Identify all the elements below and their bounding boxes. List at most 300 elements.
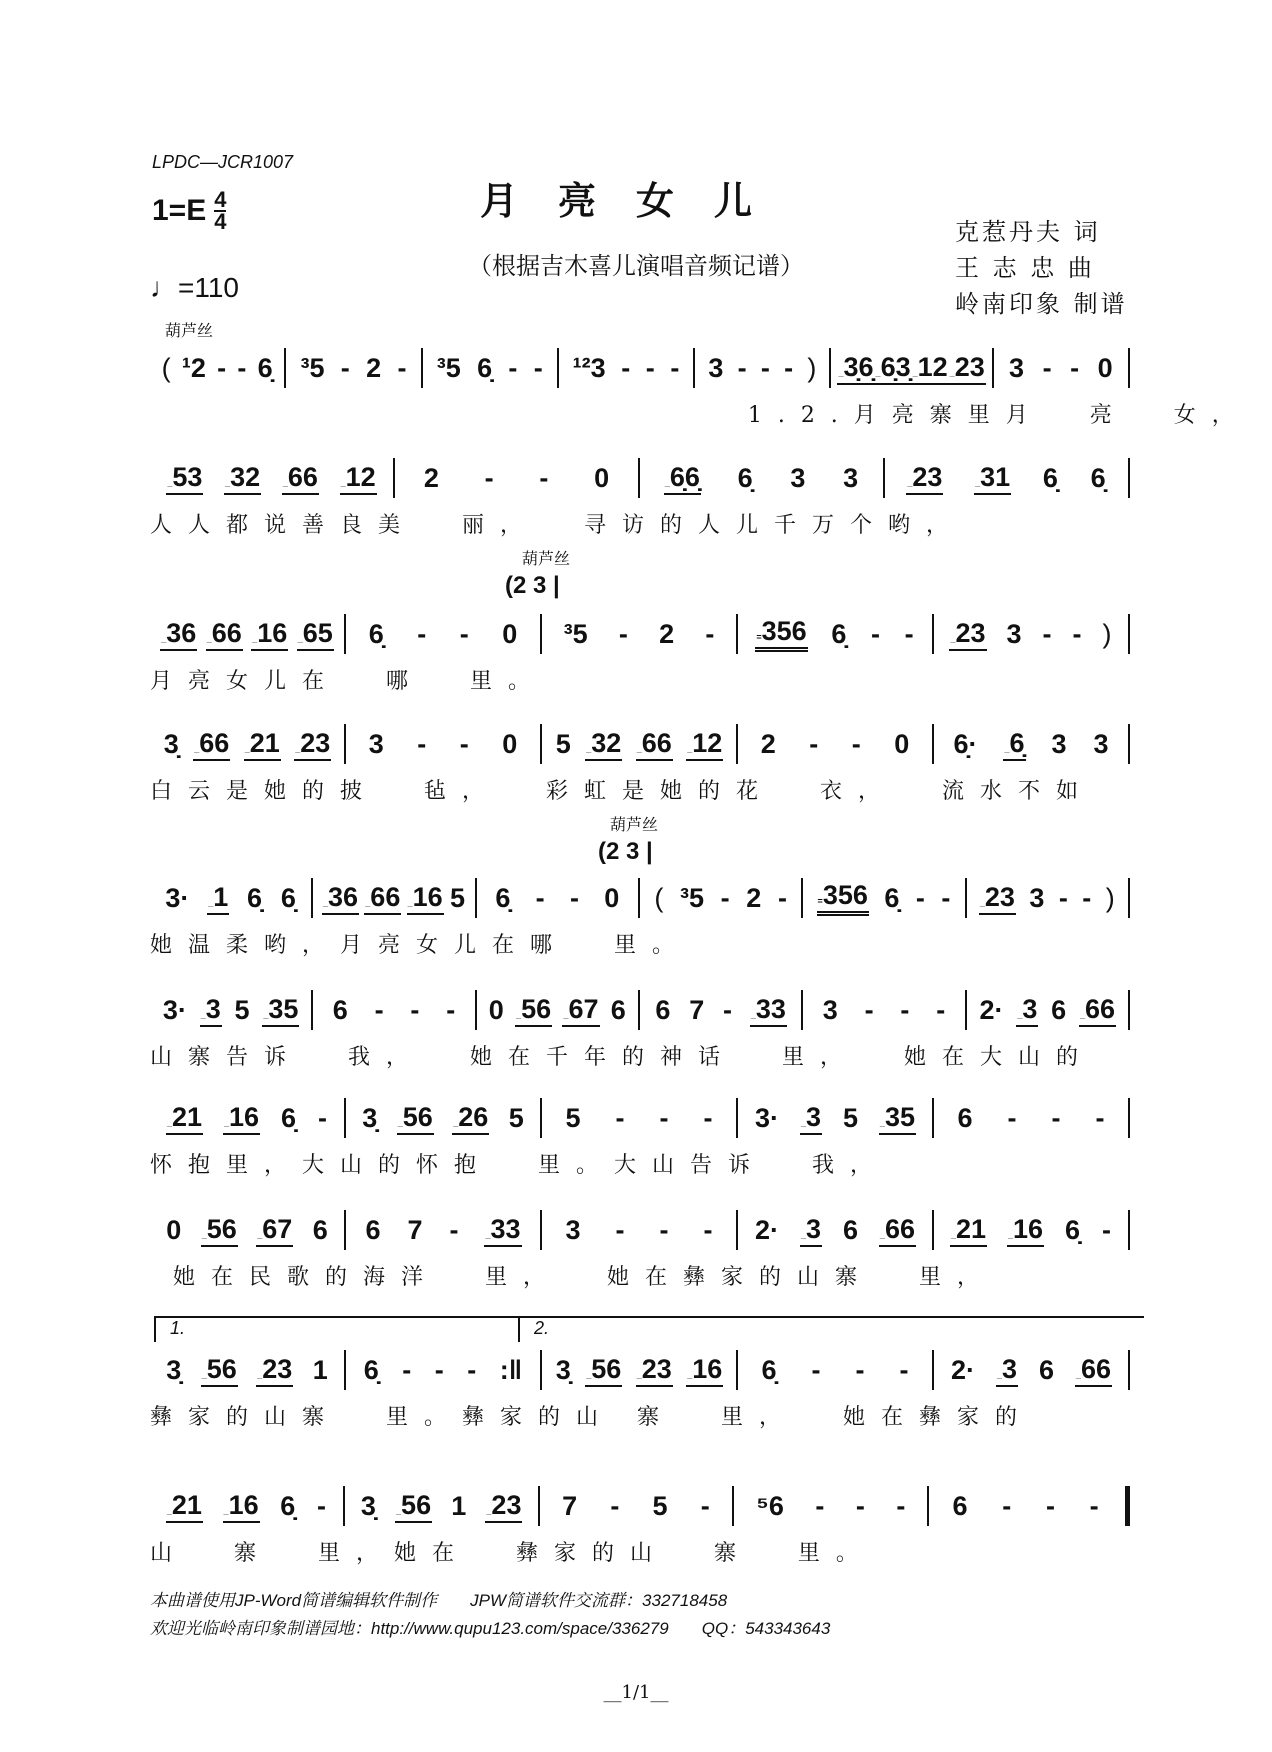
barline (1128, 458, 1130, 498)
ossia-notes: (2 3 | (598, 838, 653, 865)
note: _66 (282, 462, 319, 495)
note: - (815, 1490, 825, 1521)
note: _21 (950, 1214, 987, 1247)
note: - (316, 1490, 326, 1521)
lyric-line: 月亮女儿在 哪 里。 (150, 669, 546, 694)
note: ³5 (679, 882, 704, 913)
note: _66 (879, 1214, 916, 1247)
note: =356 (817, 880, 869, 916)
tempo-value: =110 (178, 272, 239, 303)
note: _32 (585, 728, 622, 761)
note: 2 (760, 728, 776, 759)
measure (150, 988, 311, 1032)
note: _12 (340, 462, 377, 495)
footer-line-2: 欢迎光临岭南印象制谱园地：http://www.qupu123.com/space/336279 QQ：543343643 (150, 1619, 831, 1638)
note: 3̣ (163, 728, 179, 759)
measure (150, 456, 393, 500)
note: _23 (949, 352, 986, 385)
note: _36 (160, 618, 197, 651)
barline (1128, 1210, 1130, 1250)
note: 3 (708, 352, 724, 383)
note: - (645, 352, 655, 383)
note: - (467, 1354, 477, 1385)
note: _23 (485, 1490, 522, 1523)
note: 6̣ (280, 882, 296, 913)
note: - (410, 994, 420, 1025)
note: - (417, 728, 427, 759)
note: 2 (746, 882, 762, 913)
note: 0 (502, 618, 518, 649)
note: 7 (689, 994, 705, 1025)
key-label: 1=E (152, 194, 207, 227)
note: _23 (636, 1354, 673, 1387)
note: - (864, 994, 874, 1025)
note: 2 (366, 352, 382, 383)
note: _31 (974, 462, 1011, 495)
note: 6 (655, 994, 671, 1025)
ossia-notes: (2 3 | (505, 572, 560, 599)
note: - (809, 728, 819, 759)
note: - (659, 1214, 669, 1245)
note: _16 (407, 882, 444, 915)
measure (542, 1348, 736, 1392)
note: - (535, 882, 545, 913)
note: ( (654, 882, 664, 913)
note: - (539, 462, 549, 493)
measure (967, 876, 1128, 920)
note: 6 (957, 1102, 973, 1133)
note: _3 (800, 1102, 822, 1135)
measure (738, 1096, 932, 1140)
note: _53 (166, 462, 203, 495)
note: - (1070, 352, 1080, 383)
note: _6̣ (1003, 728, 1025, 761)
note: ( (161, 352, 171, 383)
note: 2 (423, 462, 439, 493)
notation-system (150, 988, 1130, 1032)
note: ⁵6 (756, 1490, 784, 1521)
note: - (618, 618, 628, 649)
measure (695, 346, 829, 390)
note: - (705, 618, 715, 649)
measure (313, 876, 474, 920)
note: _3 (800, 1214, 822, 1247)
note: 7 (407, 1214, 423, 1245)
measure (934, 722, 1128, 766)
note: 6̣ (1065, 1214, 1081, 1245)
measure (738, 722, 932, 766)
note: 0 (894, 728, 910, 759)
note: _23 (949, 618, 986, 651)
notation-system (150, 1484, 1130, 1528)
score-code: LPDC—JCR1007 (152, 152, 294, 172)
barline (1128, 1098, 1130, 1138)
measure (540, 1484, 733, 1528)
note: 3 (1051, 728, 1067, 759)
note: 3· (165, 882, 190, 913)
lyric-line: 山 寨 里，她在 彝家的山 寨 里。 (150, 1541, 874, 1566)
note: 5 (449, 882, 465, 913)
note: 6̣ (477, 352, 493, 383)
measure (542, 612, 736, 656)
note: 5 (555, 728, 571, 759)
notation-system (150, 612, 1130, 656)
note: 6̣ (737, 462, 753, 493)
lyric-line: 白云是她的披 毡， 彩虹是她的花 衣， 流水不如 (150, 779, 1094, 804)
instrument-label: 葫芦丝 (610, 815, 659, 834)
barline (1125, 1486, 1130, 1526)
note: =356 (755, 616, 807, 652)
note: _65 (297, 618, 334, 651)
note: - (1045, 1490, 1055, 1521)
measure (346, 612, 540, 656)
page-number: __1/1__ (603, 1682, 669, 1703)
barline (1128, 1350, 1130, 1390)
note: - (569, 882, 579, 913)
note: _21 (166, 1102, 203, 1135)
measure (934, 1208, 1128, 1252)
note: _35 (262, 994, 299, 1027)
measure (640, 456, 883, 500)
measure (395, 456, 638, 500)
note: - (434, 1354, 444, 1385)
barline (1128, 878, 1130, 918)
note: - (340, 352, 350, 383)
note: 6 (1038, 1354, 1054, 1385)
note: - (659, 1102, 669, 1133)
note: - (855, 1354, 865, 1385)
note: _3̣6̣ (837, 352, 874, 385)
note: 6 (842, 1214, 858, 1245)
instrument-label: 葫芦丝 (165, 321, 214, 340)
note: 2 (659, 618, 675, 649)
measure (346, 1096, 540, 1140)
measure (640, 876, 801, 920)
lyric-line: 怀抱里，大山的怀抱 里。大山告诉 我， (150, 1153, 888, 1178)
note: _23 (256, 1354, 293, 1387)
note: 1 (451, 1490, 467, 1521)
note: 6̣ (831, 618, 847, 649)
note: - (484, 462, 494, 493)
quarter-note-icon: ♩ (150, 272, 178, 303)
barline (1128, 614, 1130, 654)
note: 5 (842, 1102, 858, 1133)
note: 0 (166, 1214, 182, 1245)
notation-system (150, 456, 1130, 500)
note: - (1082, 882, 1092, 913)
note: _26 (452, 1102, 489, 1135)
note: _56 (201, 1214, 238, 1247)
lyric-line: 山寨告诉 我， 她在千年的神话 里， 她在大山的 (150, 1045, 1094, 1070)
measure (934, 1096, 1128, 1140)
note: - (703, 1102, 713, 1133)
measure (423, 346, 557, 390)
note: 2· (754, 1214, 779, 1245)
measure (150, 1096, 344, 1140)
note: _66 (1075, 1354, 1112, 1387)
note: _36 (322, 882, 359, 915)
note: - (904, 618, 914, 649)
note: 3̣ (166, 1354, 182, 1385)
lyric-line: 彝家的山寨 里。彝家的山 寨 里， 她在彝家的 (150, 1405, 1033, 1430)
note: 6̣ (280, 1490, 296, 1521)
lyric-line: 1.2.月亮寨里月 亮 女， (150, 403, 1250, 428)
note: _56 (395, 1490, 432, 1523)
note: 6̣ (1042, 462, 1058, 493)
note: 3 (1006, 618, 1022, 649)
note: ³5 (300, 352, 325, 383)
measure (934, 612, 1128, 656)
note: - (896, 1490, 906, 1521)
note: 2· (979, 994, 1004, 1025)
note: 5 (652, 1490, 668, 1521)
measure (831, 346, 991, 390)
notation-system (150, 722, 1130, 766)
note: - (1002, 1490, 1012, 1521)
lyric-line: 她温柔哟，月亮女儿在哪 里。 (150, 933, 690, 958)
note: ¹2 (181, 352, 206, 383)
note: 3 (368, 728, 384, 759)
note: _21 (244, 728, 281, 761)
note: 5 (508, 1102, 524, 1133)
note: _3 (1016, 994, 1038, 1027)
note: 6̣ (368, 618, 384, 649)
note: _66 (364, 882, 401, 915)
note: 3̣ (360, 1490, 376, 1521)
measure (150, 612, 344, 656)
measure (346, 1348, 540, 1392)
note: ³5 (436, 352, 461, 383)
note: - (1089, 1490, 1099, 1521)
barline (1128, 348, 1130, 388)
note: ³5 (563, 618, 588, 649)
note: - (703, 1214, 713, 1245)
note: :‖ (499, 1354, 523, 1385)
note: - (723, 994, 733, 1025)
note: 6̣ (257, 352, 273, 383)
measure (345, 1484, 538, 1528)
measure (286, 346, 420, 390)
note: 0 (604, 882, 620, 913)
measure (734, 1484, 927, 1528)
note: - (1042, 618, 1052, 649)
note: - (700, 1490, 710, 1521)
note: _16 (223, 1490, 260, 1523)
measure (150, 1348, 344, 1392)
note: 0 (502, 728, 518, 759)
measure (150, 1484, 343, 1528)
note: _3 (200, 994, 222, 1027)
note: 3̣ (555, 1354, 571, 1385)
measure (885, 456, 1128, 500)
note: _56 (201, 1354, 238, 1387)
measure (150, 876, 311, 920)
measure (934, 1348, 1128, 1392)
note: 6̣ (363, 1354, 379, 1385)
note: _56 (585, 1354, 622, 1387)
note: ¹²3 (572, 352, 606, 383)
note: - (670, 352, 680, 383)
note: - (851, 728, 861, 759)
measure (150, 722, 344, 766)
note: 0 (594, 462, 610, 493)
measure (738, 1208, 932, 1252)
note: - (374, 994, 384, 1025)
note: 6 (610, 994, 626, 1025)
note: - (871, 618, 880, 649)
note: 3· (754, 1102, 779, 1133)
note: - (615, 1102, 625, 1133)
note: _21 (166, 1490, 203, 1523)
note: - (899, 1354, 909, 1385)
note: 6̣· (953, 728, 978, 759)
measure (477, 988, 638, 1032)
note: 6̣ (495, 882, 511, 913)
note: 6̣ (247, 882, 263, 913)
note: - (1007, 1102, 1017, 1133)
note: - (855, 1490, 865, 1521)
instrument-label: 葫芦丝 (522, 549, 571, 568)
note: - (621, 352, 631, 383)
note: ) (1105, 882, 1115, 913)
note: _35 (879, 1102, 916, 1135)
note: 0 (488, 994, 504, 1025)
note: - (317, 1102, 327, 1133)
note: - (720, 882, 730, 913)
note: _23 (906, 462, 943, 495)
note: _16 (251, 618, 288, 651)
measure (313, 988, 474, 1032)
note: - (459, 618, 469, 649)
note: 3 (1029, 882, 1045, 913)
note: 3 (565, 1214, 581, 1245)
note: - (508, 352, 518, 383)
measure (150, 1208, 344, 1252)
note: 3̣ (362, 1102, 378, 1133)
note: - (449, 1214, 459, 1245)
note: - (784, 352, 794, 383)
measure (477, 876, 638, 920)
note: - (615, 1214, 625, 1245)
note: _6̣6̣ (664, 462, 701, 495)
arranger: 岭南印象 制谱 (955, 290, 1128, 318)
measure (738, 612, 932, 656)
note: 1 (312, 1354, 328, 1385)
note: _12 (912, 352, 949, 385)
note: - (459, 728, 469, 759)
note: _16 (1007, 1214, 1044, 1247)
note: - (217, 352, 227, 383)
measure (640, 988, 801, 1032)
composer: 王 志 忠 曲 (955, 254, 1095, 282)
note: 3 (1093, 728, 1109, 759)
note: 3 (843, 462, 859, 493)
notation-system (150, 346, 1130, 390)
note: 6̣ (884, 882, 900, 913)
note: - (900, 994, 910, 1025)
note: 6̣ (1090, 462, 1106, 493)
lyric-line: 人人都说善良美 丽， 寻访的人儿千万个哟， (150, 513, 964, 538)
note: 6̣ (761, 1354, 777, 1385)
note: - (737, 352, 747, 383)
note: - (402, 1354, 412, 1385)
note: - (1042, 352, 1052, 383)
note: - (941, 882, 951, 913)
note: 3 (1009, 352, 1025, 383)
note: _6̣3̣ (875, 352, 912, 385)
subtitle: （根据吉木喜儿演唱音频记谱） (468, 252, 804, 280)
note: _32 (224, 462, 261, 495)
note: _33 (484, 1214, 521, 1247)
note: 3 (790, 462, 806, 493)
note: - (1051, 1102, 1061, 1133)
note: _33 (750, 994, 787, 1027)
note: _16 (223, 1102, 260, 1135)
lyric-line: 她在民歌的海洋 里， 她在彝家的山寨 里， (150, 1265, 995, 1290)
note: 3· (162, 994, 187, 1025)
note: 5 (234, 994, 250, 1025)
measure (150, 346, 284, 390)
note: - (533, 352, 543, 383)
note: - (397, 352, 407, 383)
note: - (760, 352, 770, 383)
note: 6 (312, 1214, 328, 1245)
note: 6 (952, 1490, 968, 1521)
note: 6 (365, 1214, 381, 1245)
note: 6 (1051, 994, 1067, 1025)
note: _56 (515, 994, 552, 1027)
note: - (1072, 618, 1082, 649)
measure (346, 722, 540, 766)
note: 5 (565, 1102, 581, 1133)
note: _66 (193, 728, 230, 761)
note: 0 (1097, 352, 1113, 383)
note: _67 (256, 1214, 293, 1247)
note: 7 (562, 1490, 578, 1521)
note: - (915, 882, 925, 913)
measure (542, 1096, 736, 1140)
measure (803, 988, 964, 1032)
note: _67 (562, 994, 599, 1027)
note: 3 (822, 994, 838, 1025)
notation-system (150, 1348, 1130, 1392)
note: _66 (1079, 994, 1116, 1027)
note: - (610, 1490, 620, 1521)
time-bottom: 4 (214, 209, 227, 234)
measure (967, 988, 1128, 1032)
lyricist: 克惹丹夫 词 (955, 218, 1101, 246)
note: - (1058, 882, 1068, 913)
barline (1128, 724, 1130, 764)
note: _66 (206, 618, 243, 651)
note: 6 (332, 994, 348, 1025)
barline (1128, 990, 1130, 1030)
note: ) (807, 352, 817, 383)
note: ) (1102, 618, 1112, 649)
page-title: 月亮女儿 (479, 178, 792, 223)
notation-system (150, 1208, 1130, 1252)
measure (803, 876, 964, 920)
note: _1 (207, 882, 229, 915)
volta-second: 2. (518, 1316, 1144, 1342)
note: _56 (397, 1102, 434, 1135)
measure (542, 722, 736, 766)
note: - (1101, 1214, 1111, 1245)
measure (542, 1208, 736, 1252)
note: _23 (979, 882, 1016, 915)
note: - (777, 882, 787, 913)
note: - (237, 352, 247, 383)
